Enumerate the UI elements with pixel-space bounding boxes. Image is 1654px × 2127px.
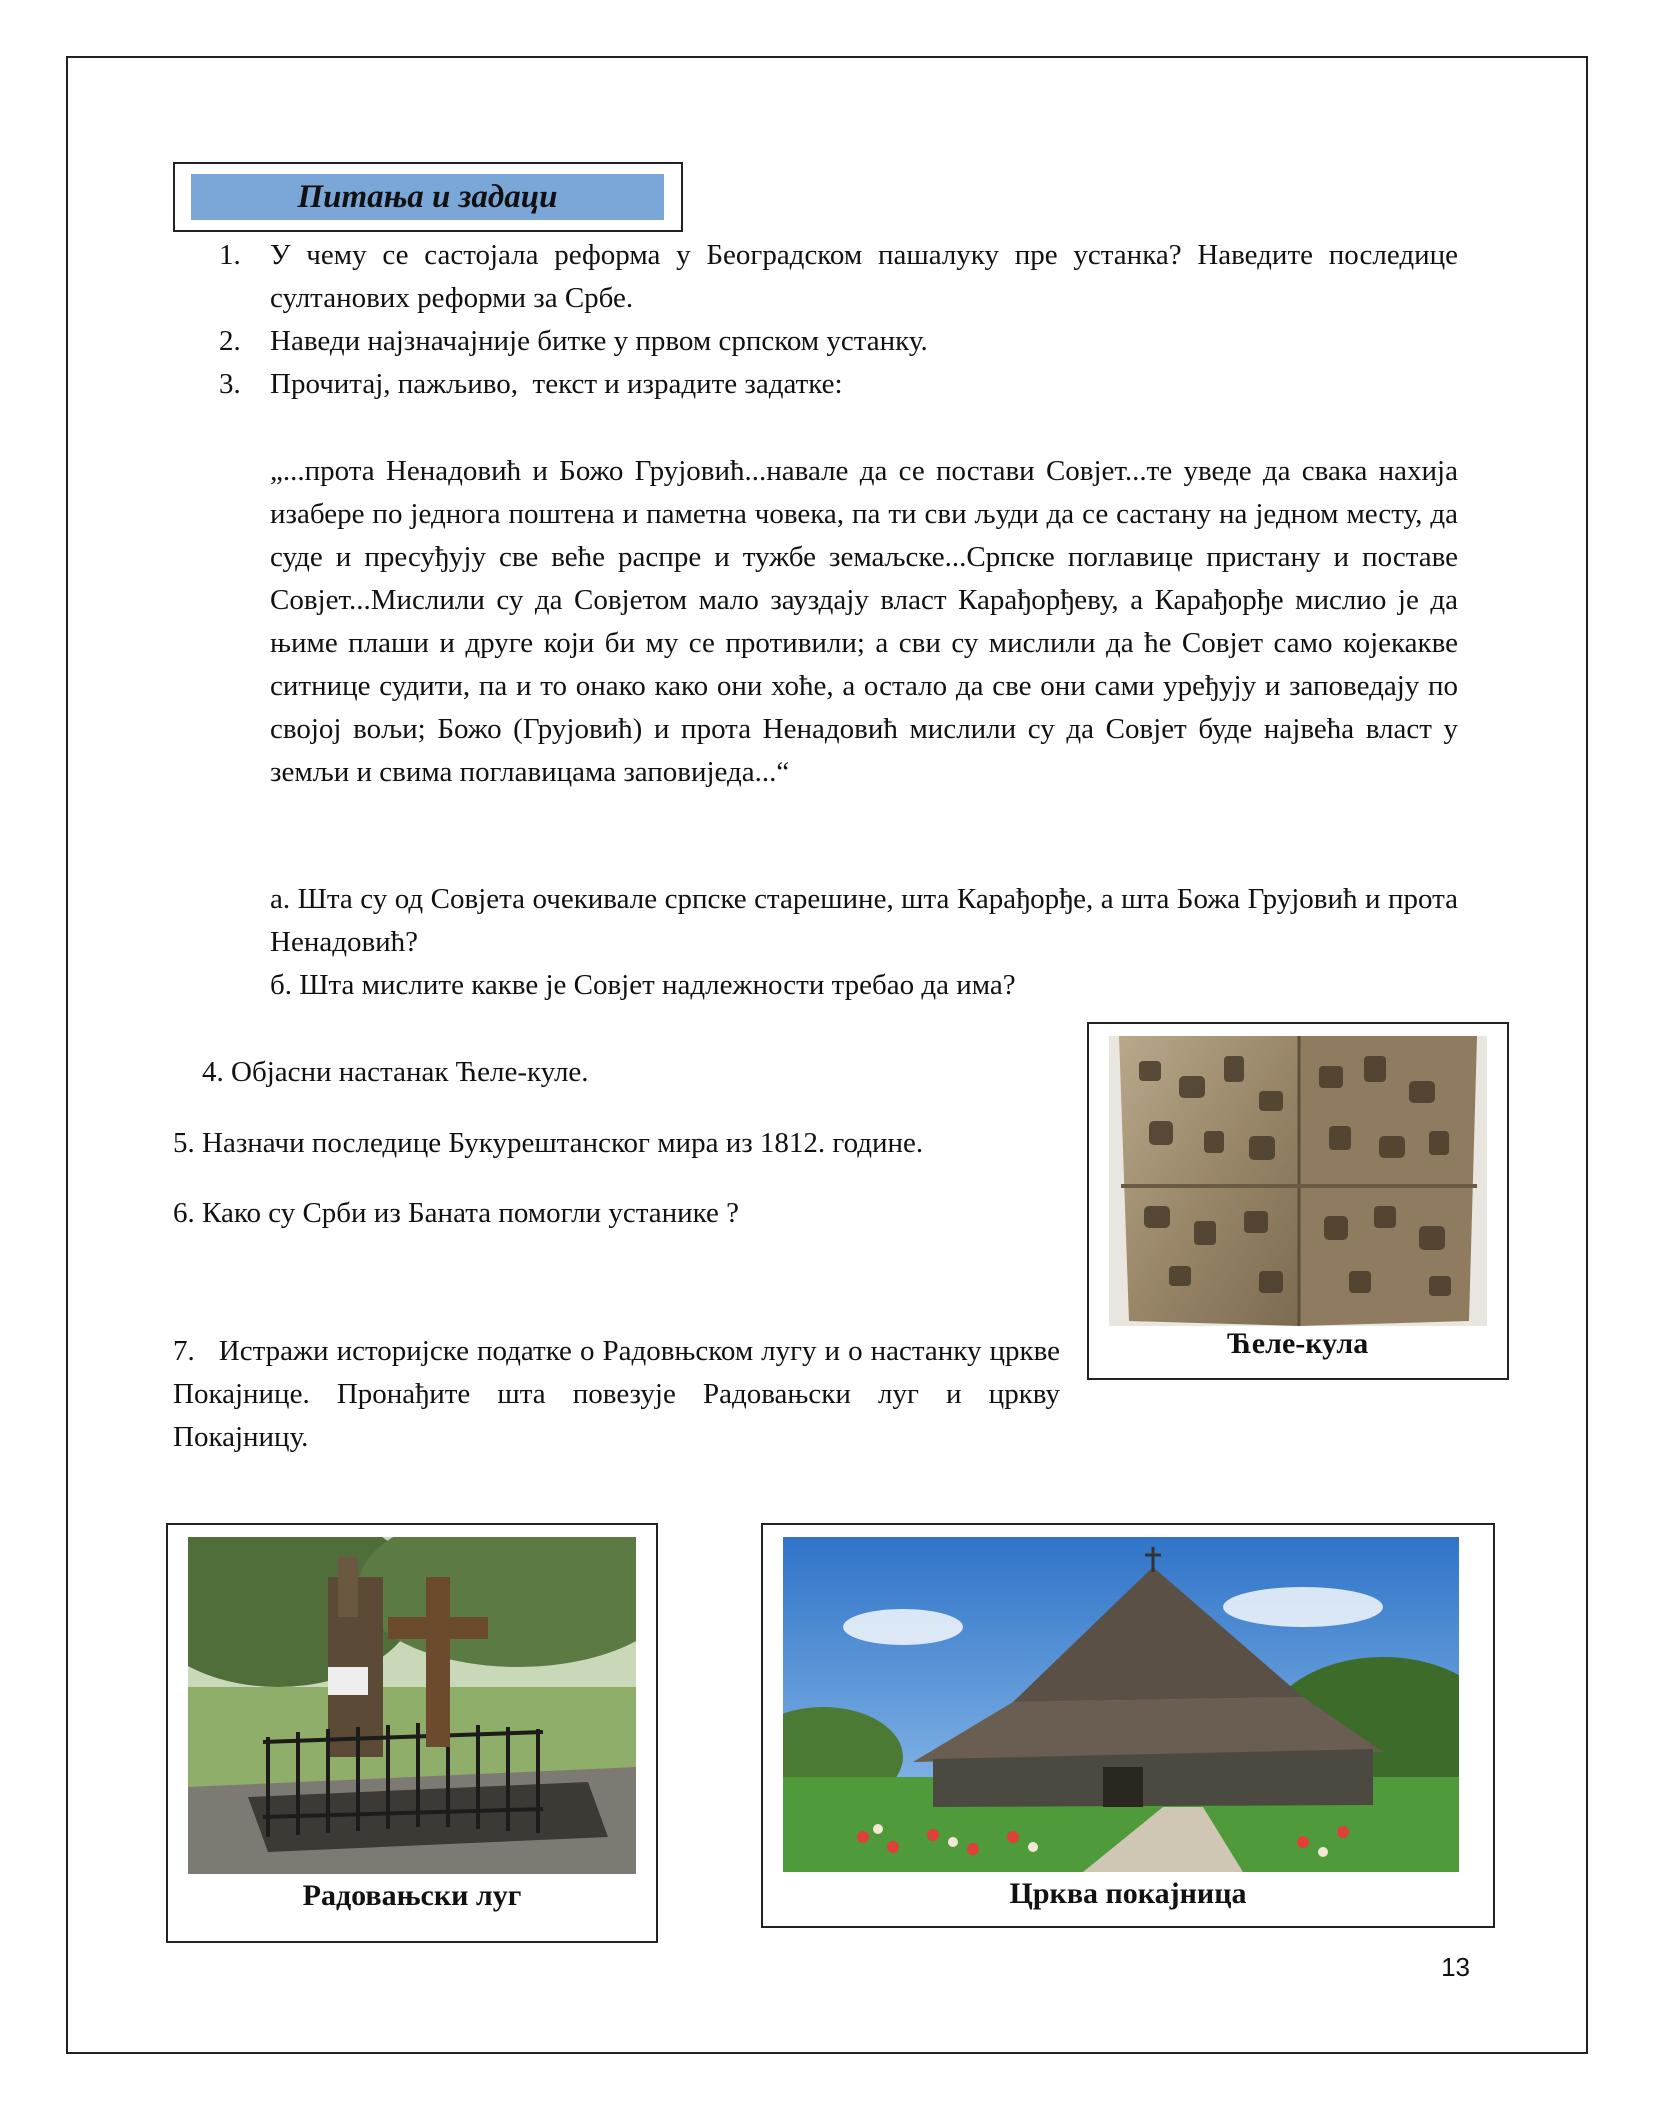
page-number: 13 [1441,1952,1470,1982]
question-number: 1. [219,239,241,271]
church-photo [783,1537,1459,1872]
question-text: Наведи најзначајније битке у првом српском устанку. [270,325,928,357]
grove-photo [188,1537,636,1874]
question-6: 6. Како су Срби из Баната помогли устанике ? [173,1197,739,1229]
sub-question-a: а. Шта су од Совјета очекивале српске старешине, шта Карађорђе, а шта Божа Грујовић и прота Ненадовић? [270,883,1458,958]
question-number: 3. [219,368,241,400]
grove-caption: Радовањски луг [302,1879,522,1912]
grove-figure [166,1523,658,1943]
question-5: 5. Назначи последице Букурештанског мира из 1812. године. [173,1127,924,1159]
section-heading-bar [191,174,664,220]
question-text: Прочитај, пажљиво, текст и израдите задатке: [270,368,843,400]
section-heading-box [173,162,683,232]
sub-question-b: б. Шта мислите какве је Совјет надлежности требао да има? [270,969,1016,1001]
tower-photo [1109,1036,1487,1326]
tower-caption: Ћеле-кула [1227,1327,1369,1360]
church-caption: Црква покајница [1009,1877,1247,1910]
question-number: 2. [219,325,241,357]
question-7: 7. Истражи историјске податке о Радовњском лугу и о настанку цркве Покајнице. Пронађите шта повезује Радовањски луг и цркву Покајницу. [173,1335,1068,1453]
quote-text: „...прота Ненадовић и Божо Грујовић...навале да се постави Совјет...те уведе да свака нахија изабере по једнога поштена и паметна човека, па ти сви људи да се састану на једном месту, да суде и пресуђују све веће распре и тужбе земаљске...Српске поглавице пристану и поставе Совјет...Мислили су да Совјетом мало зауздају власт Карађорђеву, а Карађорђе мислио је да њиме плаши и друге који би му се противили; а сви су мислили да ће Совјет само којекакве ситнице судити, па и то онако како они хоће, а остало да све они сами уређују и заповедају по својој вољи; Божо (Грујовић) и прота Ненадовић мислили су да Совјет буде највећа власт у земљи и свима поглавицама заповиједа...“ [270,455,1458,788]
church-figure [761,1523,1495,1928]
tower-figure [1087,1022,1509,1380]
question-text: У чему се састојала реформа у Београдском пашалуку пре устанка? Наведите последице султанових реформи за Србе. [270,239,1458,314]
section-heading: Питања и задаци [297,179,558,215]
question-4: 4. Објасни настанак Ћеле-куле. [202,1056,589,1088]
